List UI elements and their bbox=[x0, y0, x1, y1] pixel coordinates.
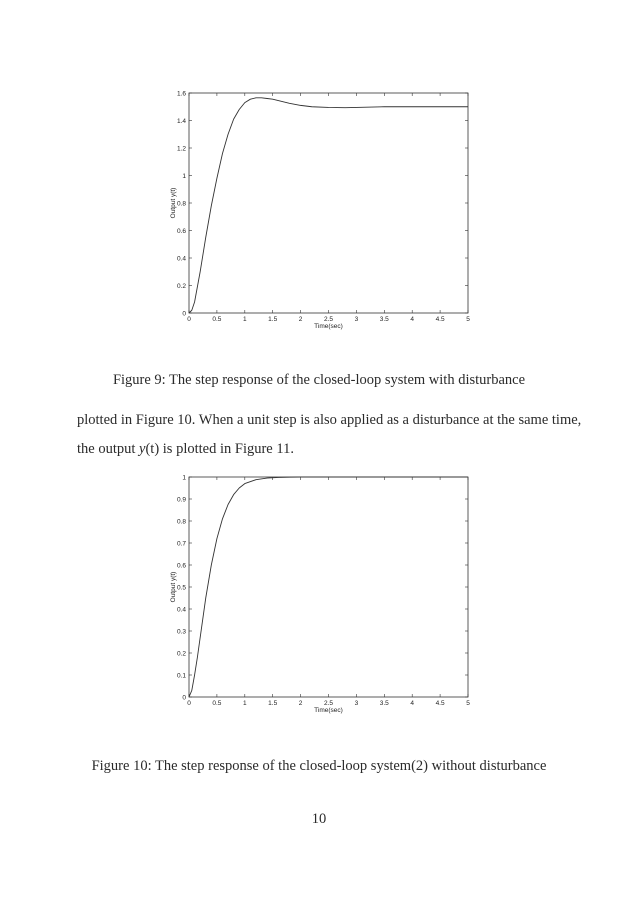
paragraph-line-2 bbox=[77, 441, 294, 458]
x-tick-label: 0.5 bbox=[212, 700, 222, 707]
x-tick-label: 3 bbox=[354, 316, 359, 323]
paragraph-line-1: plotted in Figure 10. When a unit step is also applied as a disturbance at the same time, bbox=[77, 412, 582, 428]
x-tick-label: 0.5 bbox=[212, 316, 222, 323]
x-axis-label: Time(sec) bbox=[314, 323, 343, 330]
figure-10 bbox=[0, 470, 638, 720]
series-line bbox=[189, 477, 468, 697]
x-tick-label: 5 bbox=[466, 700, 470, 707]
page-number: 10 bbox=[311, 811, 327, 827]
y-tick-label: 1 bbox=[182, 474, 186, 482]
x-tick-label: 0 bbox=[187, 316, 191, 323]
y-tick-label: 0 bbox=[182, 310, 186, 318]
plot-frame bbox=[189, 477, 468, 697]
y-tick-label: 0.9 bbox=[176, 496, 186, 504]
y-tick-label: 0.1 bbox=[176, 672, 186, 680]
y-tick-label: 0.6 bbox=[176, 562, 186, 570]
figure-9-chart bbox=[0, 80, 638, 340]
x-tick-label: 5 bbox=[466, 316, 470, 323]
paragraph-text: is plotted in Figure 11. bbox=[159, 441, 294, 457]
y-tick-label: 1.4 bbox=[176, 117, 186, 125]
x-tick-label: 1.5 bbox=[268, 700, 278, 707]
x-tick-label: 2 bbox=[298, 700, 303, 707]
x-tick-label: 3.5 bbox=[379, 700, 389, 707]
series-line bbox=[189, 98, 468, 313]
x-tick-label: 3.5 bbox=[379, 316, 389, 323]
y-tick-label: 0.4 bbox=[176, 255, 186, 263]
x-tick-label: 4 bbox=[410, 316, 415, 323]
figure-10-chart bbox=[0, 470, 638, 720]
y-tick-label: 0.4 bbox=[176, 606, 186, 614]
y-tick-label: 0 bbox=[182, 694, 186, 702]
y-tick-label: 1.6 bbox=[176, 90, 186, 98]
x-tick-label: 2.5 bbox=[323, 700, 334, 707]
x-tick-label: 2 bbox=[298, 316, 303, 323]
y-tick-label: 0.5 bbox=[176, 584, 186, 592]
math-variable: y bbox=[139, 441, 146, 457]
y-tick-label: 0.8 bbox=[176, 518, 186, 526]
x-tick-label: 1.5 bbox=[268, 316, 278, 323]
y-tick-label: 0.2 bbox=[176, 650, 186, 658]
y-tick-label: 1.2 bbox=[176, 145, 186, 153]
x-tick-label: 1 bbox=[242, 700, 247, 707]
y-tick-label: 0.8 bbox=[176, 200, 186, 208]
figure-9-caption: Figure 9: The step response of the closed-loop system with disturbance bbox=[112, 372, 526, 388]
y-tick-label: 0.2 bbox=[176, 282, 186, 290]
math-argument: (t) bbox=[145, 441, 160, 457]
y-axis-label: Output y(t) bbox=[170, 571, 177, 603]
x-axis-label: Time(sec) bbox=[314, 707, 343, 714]
x-tick-label: 4.5 bbox=[435, 316, 445, 323]
x-tick-label: 0 bbox=[187, 700, 191, 707]
x-tick-label: 4 bbox=[410, 700, 415, 707]
paragraph-text: the output bbox=[77, 441, 140, 457]
figure-10-caption: Figure 10: The step response of the closed-loop system(2) without disturbance bbox=[91, 758, 547, 774]
y-tick-label: 0.3 bbox=[176, 628, 186, 636]
y-tick-label: 1 bbox=[182, 172, 186, 180]
figure-9 bbox=[0, 80, 638, 340]
y-axis-label: Output y(t) bbox=[170, 187, 177, 219]
y-tick-label: 0.6 bbox=[176, 227, 186, 235]
x-tick-label: 1 bbox=[242, 316, 247, 323]
y-tick-label: 0.7 bbox=[176, 540, 186, 548]
x-tick-label: 2.5 bbox=[323, 316, 334, 323]
x-tick-label: 4.5 bbox=[435, 700, 445, 707]
x-tick-label: 3 bbox=[354, 700, 359, 707]
